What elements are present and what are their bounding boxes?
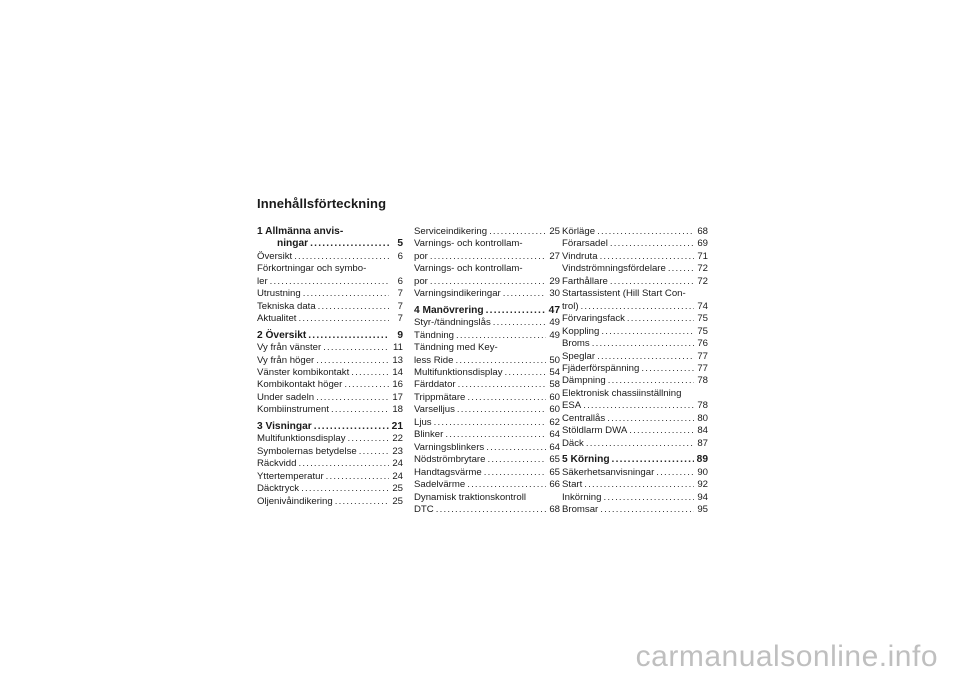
toc-entry (562, 251, 708, 263)
toc-label: Kombiinstrument (257, 404, 329, 416)
toc-page-number: 9 (397, 329, 403, 341)
toc-column-2 (414, 226, 560, 516)
dot-leader (445, 429, 546, 441)
toc-page-number: 7 (397, 300, 403, 312)
toc-page-number: 25 (549, 226, 560, 237)
dot-leader (344, 379, 389, 391)
toc-entry (414, 454, 560, 466)
dot-leader (608, 375, 694, 387)
toc-label: Aktualitet (257, 313, 297, 325)
toc-entry (562, 413, 708, 425)
toc-heading (257, 226, 403, 238)
toc-page-number: 6 (397, 275, 403, 287)
toc-page-number: 65 (549, 466, 560, 478)
dot-leader (434, 417, 546, 429)
toc-page-number: 60 (549, 404, 560, 416)
toc-entry (414, 251, 560, 263)
toc-entry (414, 442, 560, 454)
dot-leader (348, 433, 389, 445)
dot-leader (597, 351, 694, 363)
dot-leader (331, 404, 389, 416)
toc-label: Tekniska data (257, 300, 316, 312)
dot-leader (601, 326, 694, 338)
toc-entry (562, 238, 708, 250)
toc-entry (414, 492, 560, 504)
toc-entry (562, 375, 708, 387)
toc-page-number: 64 (549, 441, 560, 453)
toc-page-number: 54 (549, 366, 560, 378)
dot-leader (270, 276, 389, 288)
dot-leader (430, 251, 546, 263)
toc-entry (414, 288, 560, 300)
toc-page-number: 7 (397, 288, 403, 300)
toc-entry (414, 404, 560, 416)
dot-leader (600, 251, 694, 263)
toc-page-number: 71 (697, 250, 708, 262)
toc-page-number: 69 (697, 238, 708, 250)
toc-page-number: 90 (697, 466, 708, 478)
dot-leader (600, 504, 694, 516)
toc-page-number: 21 (391, 420, 403, 432)
page-title: Innehållsförteckning (257, 196, 387, 211)
toc-entry (562, 479, 708, 491)
toc-entry (257, 288, 403, 300)
dot-leader (505, 367, 546, 379)
dot-leader (303, 288, 389, 300)
dot-leader (359, 446, 389, 458)
toc-label: Kombikontakt höger (257, 379, 343, 391)
dot-leader (581, 301, 694, 313)
toc-label: Oljenivåindikering (257, 495, 333, 507)
toc-heading (257, 238, 403, 250)
toc-page-number: 75 (697, 313, 708, 325)
dot-leader (326, 471, 389, 483)
toc-label: 2 Översikt (257, 329, 307, 341)
dot-leader (318, 301, 389, 313)
toc-heading (562, 454, 708, 466)
dot-leader (316, 355, 389, 367)
toc-entry (257, 392, 403, 404)
toc-entry (562, 425, 708, 437)
toc-page-number: 66 (549, 479, 560, 491)
toc-page-number: 65 (549, 454, 560, 466)
toc-page-number: 80 (697, 412, 708, 424)
toc-page-number: 72 (697, 275, 708, 287)
toc-page-number: 25 (392, 495, 403, 507)
toc-page-number: 62 (549, 416, 560, 428)
toc-page-number: 27 (549, 250, 560, 262)
toc-entry (562, 388, 708, 400)
toc-entry (257, 458, 403, 470)
toc-label: Serviceindikering (414, 226, 488, 237)
toc-entry (414, 429, 560, 441)
toc-page-number: 49 (549, 329, 560, 341)
dot-leader (489, 226, 546, 238)
toc-entry (562, 301, 708, 313)
toc-entry (257, 251, 403, 263)
toc-label: Varselljus (414, 404, 455, 416)
toc-entry (562, 504, 708, 516)
toc-entry (562, 226, 708, 238)
toc-entry (257, 483, 403, 495)
toc-entry (414, 342, 560, 354)
toc-heading (414, 305, 560, 317)
toc-label: Vy från höger (257, 354, 315, 366)
dot-leader (294, 251, 389, 263)
toc-label: Översikt (257, 250, 293, 262)
toc-entry (257, 433, 403, 445)
toc-page-number: 29 (549, 275, 560, 287)
toc-label: Blinker (414, 429, 444, 441)
toc-entry (414, 467, 560, 479)
toc-page-number: 94 (697, 491, 708, 503)
toc-label: Däck (562, 437, 584, 449)
toc-heading (257, 330, 403, 342)
toc-page-number: 78 (697, 400, 708, 412)
toc-entry (562, 288, 708, 300)
toc-label: Vindruta (562, 250, 598, 262)
toc-label: Tändning (414, 329, 455, 341)
dot-leader (467, 392, 546, 404)
toc-label: Handtagsvärme (414, 466, 482, 478)
toc-entry (414, 479, 560, 491)
toc-label: Sadelvärme (414, 479, 466, 491)
toc-label: Utrustning (257, 288, 301, 300)
toc-page-number: 13 (392, 354, 403, 366)
toc-entry (414, 355, 560, 367)
toc-label: Trippmätare (414, 391, 466, 403)
watermark (0, 640, 960, 674)
dot-leader (436, 504, 546, 516)
toc-page-number: 24 (392, 470, 403, 482)
dot-leader (597, 226, 694, 238)
toc-label: Styr-/tändningslås (414, 317, 491, 329)
dot-leader (586, 438, 694, 450)
dot-leader (627, 313, 694, 325)
toc-heading (257, 421, 403, 433)
toc-label: Körläge (562, 226, 596, 237)
toc-page-number: 77 (697, 350, 708, 362)
toc-entry (562, 263, 708, 275)
toc-page-number: 23 (392, 445, 403, 457)
toc-entry (414, 238, 560, 250)
dot-leader (458, 379, 546, 391)
toc-label: Förkortningar och symbo- (257, 263, 367, 275)
toc-page-number: 24 (392, 458, 403, 470)
toc-page-number: 78 (697, 375, 708, 387)
dot-leader (486, 442, 546, 454)
toc-label: Dynamisk traktionskontroll (414, 491, 526, 503)
toc-page-number: 30 (549, 288, 560, 300)
toc-label: 1 Allmänna anvis- (257, 226, 344, 237)
dot-leader (503, 288, 546, 300)
toc-page-number: 25 (392, 483, 403, 495)
toc-entry (562, 326, 708, 338)
toc-entry (257, 471, 403, 483)
toc-label: Dämpning (562, 375, 606, 387)
toc-entry (562, 363, 708, 375)
toc-label: Yttertemperatur (257, 470, 324, 482)
toc-entry (257, 404, 403, 416)
dot-leader (592, 338, 694, 350)
toc-entry (562, 276, 708, 288)
toc-page-number: 11 (393, 342, 403, 354)
toc-label: Bromsar (562, 503, 599, 515)
toc-page-number: 50 (549, 354, 560, 366)
toc-page-number: 87 (697, 437, 708, 449)
toc-label: Koppling (562, 325, 600, 337)
dot-leader (298, 458, 389, 470)
toc-page-number: 22 (392, 433, 403, 445)
toc-entry (257, 342, 403, 354)
toc-entry (562, 438, 708, 450)
dot-leader (629, 425, 694, 437)
toc-page-number: 95 (697, 503, 708, 515)
toc-label: Nödströmbrytare (414, 454, 486, 466)
dot-leader (301, 483, 389, 495)
toc-page-number: 68 (697, 226, 708, 237)
toc-label: Varnings- och kontrollam- (414, 263, 523, 275)
dot-leader (484, 467, 546, 479)
toc-page-number: 58 (549, 379, 560, 391)
dot-leader (457, 404, 546, 416)
toc-entry (257, 379, 403, 391)
toc-label: ler (257, 275, 268, 287)
dot-leader (351, 367, 389, 379)
dot-leader (323, 342, 389, 354)
dot-leader (656, 467, 694, 479)
toc-label: Stöldlarm DWA (562, 425, 628, 437)
dot-leader (467, 479, 546, 491)
toc-page-number: 18 (392, 404, 403, 416)
toc-entry (562, 351, 708, 363)
dot-leader (584, 479, 694, 491)
toc-label: Räckvidd (257, 458, 297, 470)
toc-label: Varningsblinkers (414, 441, 485, 453)
toc-label: Vy från vänster (257, 342, 322, 354)
toc-entry (257, 355, 403, 367)
toc-page-number: 77 (697, 362, 708, 374)
toc-entry (257, 446, 403, 458)
toc-entry (257, 496, 403, 508)
dot-leader (310, 238, 389, 250)
dot-leader (487, 454, 546, 466)
toc-label: Vänster kombikontakt (257, 366, 350, 378)
dot-leader (603, 492, 694, 504)
toc-entry (414, 330, 560, 342)
toc-entry (562, 313, 708, 325)
dot-leader (455, 355, 546, 367)
toc-entry (562, 467, 708, 479)
toc-entry (414, 276, 560, 288)
toc-label: less Ride (414, 354, 454, 366)
toc-page-number: 74 (697, 300, 708, 312)
dot-leader (314, 421, 389, 433)
toc-entry (414, 504, 560, 516)
toc-page-number: 5 (397, 238, 403, 250)
toc-entry (562, 492, 708, 504)
toc-label: Förvaringsfack (562, 313, 625, 325)
toc-label: Centrallås (562, 412, 606, 424)
toc-label: 3 Visningar (257, 420, 312, 432)
toc-page-number: 49 (549, 317, 560, 329)
toc-label: Multifunktionsdisplay (414, 366, 503, 378)
dot-leader (668, 263, 694, 275)
toc-label: Broms (562, 338, 590, 350)
dot-leader (486, 305, 546, 317)
toc-entry (414, 379, 560, 391)
toc-label: DTC (414, 503, 434, 515)
toc-entry (257, 301, 403, 313)
toc-label: Startassistent (Hill Start Con- (562, 288, 686, 300)
dot-leader (610, 238, 694, 250)
toc-page-number: 17 (392, 391, 403, 403)
toc-page-number: 16 (392, 379, 403, 391)
toc-entry (257, 276, 403, 288)
toc-label: Ljus (414, 416, 432, 428)
dot-leader (493, 317, 546, 329)
toc-page-number: 7 (397, 313, 403, 325)
dot-leader (607, 413, 694, 425)
toc-label: Förarsadel (562, 238, 608, 250)
toc-entry (414, 367, 560, 379)
toc-label: Farthållare (562, 275, 608, 287)
dot-leader (610, 276, 694, 288)
toc-entry (414, 417, 560, 429)
toc-page-number: 47 (548, 304, 560, 316)
toc-column-3 (562, 226, 708, 516)
toc-entry (414, 392, 560, 404)
toc-page-number: 14 (392, 366, 403, 378)
toc-label: 4 Manövrering (414, 304, 484, 316)
toc-label: trol) (562, 300, 579, 312)
toc-page-number: 68 (549, 503, 560, 515)
toc-entry (257, 263, 403, 275)
toc-label: Varningsindikeringar (414, 288, 501, 300)
watermark-text: carmanualsonline.info (635, 640, 938, 673)
toc-label: Tändning med Key- (414, 342, 498, 354)
toc-entry (414, 263, 560, 275)
toc-label: Varnings- och kontrollam- (414, 238, 523, 250)
toc-label: Vindströmningsfördelare (562, 263, 666, 275)
toc-label: Säkerhetsanvisningar (562, 466, 655, 478)
toc-label: Under sadeln (257, 391, 315, 403)
toc-page-number: 64 (549, 429, 560, 441)
toc-page-number: 60 (549, 391, 560, 403)
toc-label: Start (562, 479, 583, 491)
toc-page-number: 92 (697, 479, 708, 491)
dot-leader (430, 276, 546, 288)
toc-page-number: 84 (697, 425, 708, 437)
dot-leader (308, 330, 389, 342)
toc-entry (257, 367, 403, 379)
toc-page-number: 6 (397, 250, 403, 262)
toc-page-number: 72 (697, 263, 708, 275)
toc-page-number: 89 (696, 454, 708, 466)
toc-label: 5 Körning (562, 454, 610, 466)
toc-label: ESA (562, 400, 582, 412)
dot-leader (583, 400, 694, 412)
dot-leader (612, 454, 694, 466)
toc-page-number: 76 (697, 338, 708, 350)
toc-column-1 (257, 226, 403, 508)
dot-leader (335, 496, 389, 508)
toc-label: Däcktryck (257, 483, 300, 495)
toc-label: Fjäderförspänning (562, 362, 640, 374)
toc-entry (414, 317, 560, 329)
toc-label: por (414, 275, 428, 287)
dot-leader (641, 363, 694, 375)
toc-label: ningar (277, 238, 309, 250)
toc-label: Speglar (562, 350, 596, 362)
toc-page-number: 75 (697, 325, 708, 337)
toc-label: Inkörning (562, 491, 602, 503)
toc-label: por (414, 250, 428, 262)
toc-entry (414, 226, 560, 238)
dot-leader (298, 313, 389, 325)
toc-entry (257, 313, 403, 325)
toc-label: Färddator (414, 379, 456, 391)
dot-leader (316, 392, 389, 404)
toc-label: Elektronisk chassiinställning (562, 387, 682, 399)
toc-label: Multifunktionsdisplay (257, 433, 346, 445)
dot-leader (456, 330, 546, 342)
toc-entry (562, 400, 708, 412)
toc-label: Symbolernas betydelse (257, 445, 357, 457)
toc-entry (562, 338, 708, 350)
